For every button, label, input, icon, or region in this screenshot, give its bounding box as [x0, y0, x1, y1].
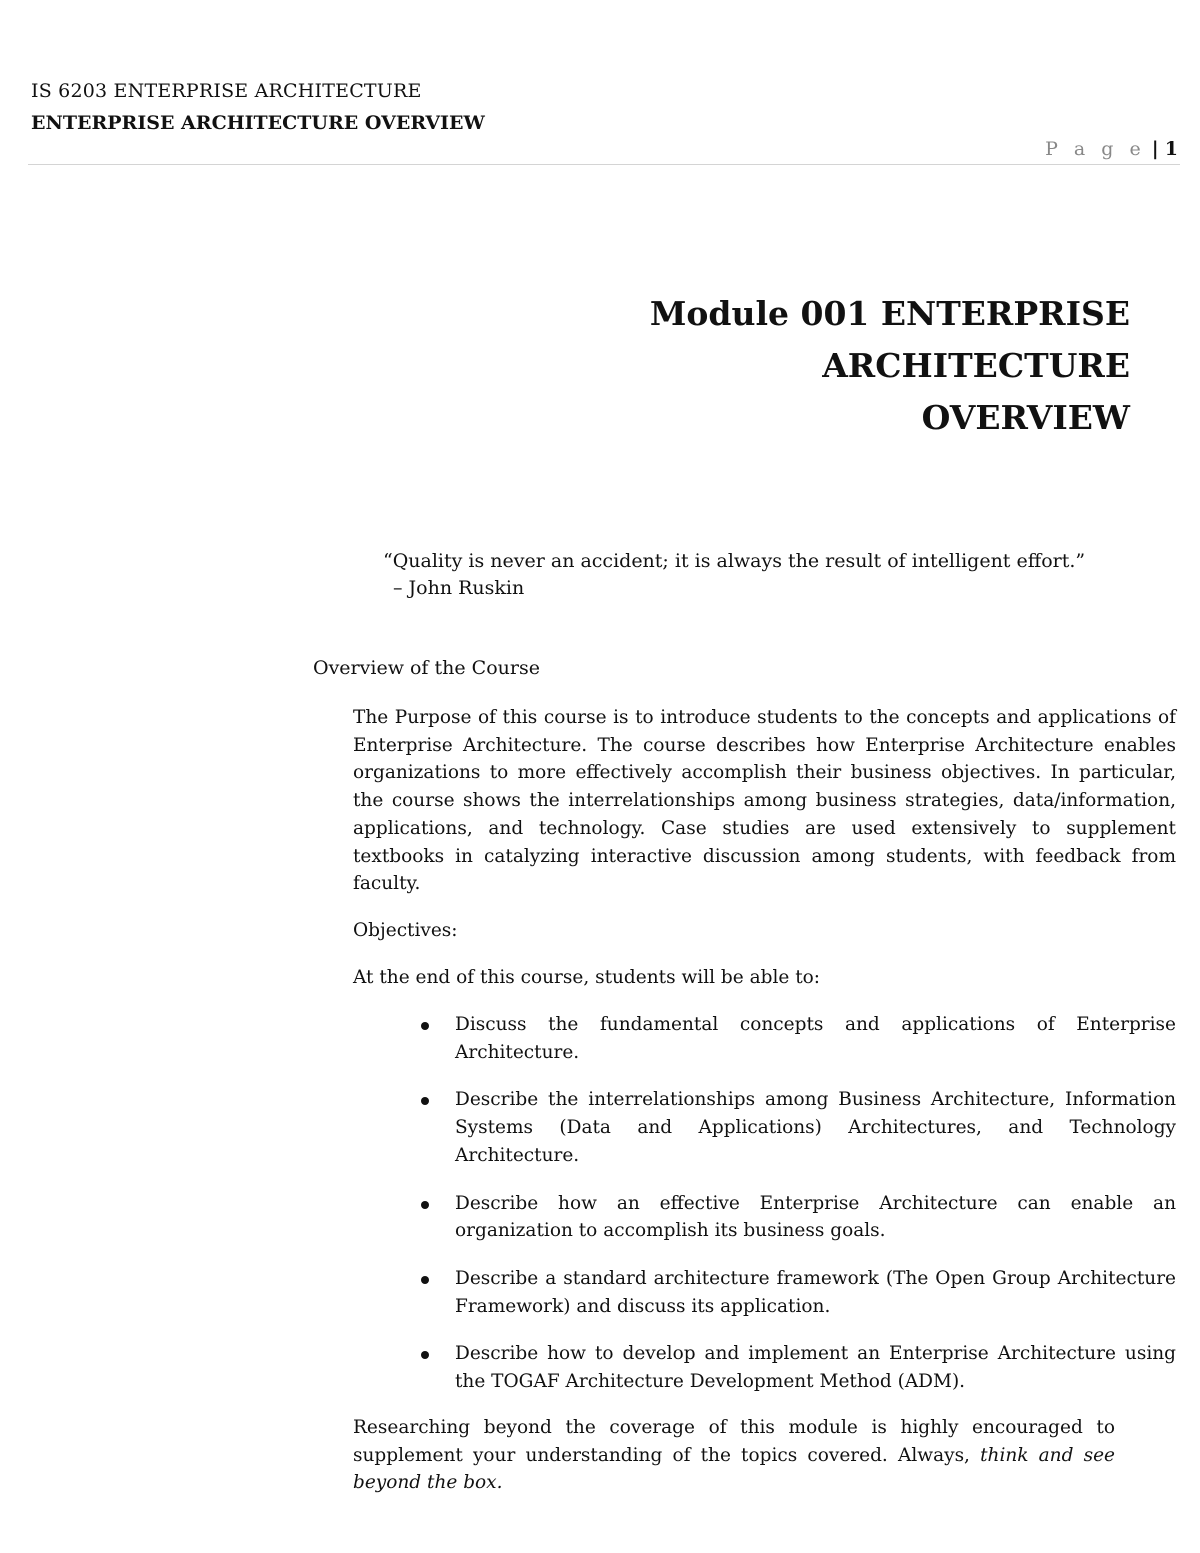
- purpose-paragraph: The Purpose of this course is to introduce students to the concepts and applications of Enterprise Architecture. The course describes how Enterprise Architecture enables organizations to more effectively accomplish their business objectives. In particular, the course shows the interrelationships among business strategies, data/information, applications, and technology. Case studies are used extensively to supplement textbooks in catalyzing interactive discussion among students, with feedback from faculty.: [353, 707, 1176, 895]
- bullet-icon: [421, 1201, 429, 1209]
- objective-item: [353, 1340, 1176, 1395]
- page-number-label: [1045, 138, 1178, 160]
- closing-text: Researching beyond the coverage of this module is highly encouraged to supplement your understanding of the topics covered. Always,: [353, 1417, 1115, 1466]
- quote-text: “Quality is never an accident; it is always the result of intelligent effort.”: [383, 550, 1086, 572]
- objective-text: Describe the interrelationships among Business Architecture, Information Systems (Data and Applications) Architectures, and Technology Architecture.: [455, 1089, 1176, 1166]
- objectives-list: [353, 1011, 1176, 1416]
- bullet-icon: [421, 1276, 429, 1284]
- header-course-line: IS 6203 ENTERPRISE ARCHITECTURE: [31, 80, 422, 102]
- objective-item: [353, 1190, 1176, 1245]
- module-title-line-1: Module 001 ENTERPRISE ARCHITECTURE: [649, 294, 1130, 385]
- module-title-line-2: OVERVIEW: [921, 398, 1130, 437]
- bullet-icon: [421, 1097, 429, 1105]
- objective-item: [353, 1086, 1176, 1169]
- page-number: 1: [1164, 138, 1178, 160]
- closing-paragraph: [353, 1414, 1115, 1497]
- page-separator: |: [1151, 138, 1159, 160]
- objective-item: [353, 1265, 1176, 1320]
- header-divider: [28, 164, 1180, 165]
- quote-author: – John Ruskin: [393, 577, 525, 599]
- objective-text: Describe how to develop and implement an Enterprise Architecture using the TOGAF Architecture Development Method (ADM).: [455, 1343, 1176, 1393]
- overview-heading: Overview of the Course: [313, 657, 540, 679]
- bullet-icon: [421, 1351, 429, 1359]
- epigraph-quote: [383, 548, 1085, 602]
- objective-item: [353, 1011, 1176, 1066]
- objectives-intro: At the end of this course, students will be able to:: [353, 967, 820, 988]
- bullet-icon: [421, 1022, 429, 1030]
- closing-emphasis: think and see beyond the box.: [353, 1444, 1115, 1494]
- objective-text: Describe how an effective Enterprise Architecture can enable an organization to accomplish its business goals.: [455, 1192, 1176, 1242]
- page-word: P a g e: [1045, 138, 1146, 160]
- objective-text: Describe a standard architecture framework (The Open Group Architecture Framework) and discuss its application.: [455, 1267, 1176, 1317]
- objective-text: Discuss the fundamental concepts and applications of Enterprise Architecture.: [455, 1014, 1176, 1063]
- header-module-line: ENTERPRISE ARCHITECTURE OVERVIEW: [31, 112, 485, 134]
- objectives-label: Objectives:: [353, 920, 458, 941]
- module-title: [420, 288, 1130, 444]
